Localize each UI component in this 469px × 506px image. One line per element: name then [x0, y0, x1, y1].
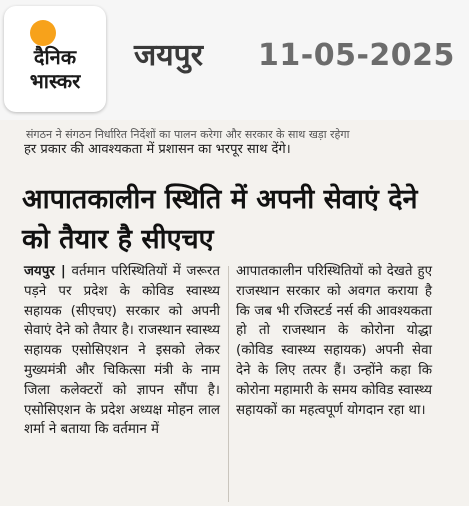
column-divider — [228, 266, 229, 502]
article-column-2: आपातकालीन परिस्थितियों को देखते हुए राजस्थान सरकार को अवगत कराया है कि जब भी रजिस्टर्ड नर्स की आवश्यकता हो तो राजस्थान के कोरोना योद्धा (कोविड स्वास्थ्य सहायक) अपनी सेवा देने के लिए तत्पर हैं। उन्होंने कहा कि कोरोना महामारी के समय कोविड स्वास्थ्य सहायकों का महत्वपूर्ण योगदान रहा था। — [236, 264, 432, 418]
header-bar — [0, 0, 469, 120]
news-clipping — [0, 120, 469, 506]
previous-article-line: हर प्रकार की आवश्यकता में प्रशासन का भरपूर साथ देंगे। — [24, 142, 291, 157]
article-dateline: जयपुर | — [24, 264, 66, 279]
logo-line-2: भास्कर — [29, 69, 81, 93]
article-column-1-text: वर्तमान परिस्थितियों में जरूरत पड़ने पर प्रदेश के कोविड स्वास्थ्य सहायक (सीएचए) सरकार को अपनी सेवाएं देने को तैयार है। राजस्थान स्वास्थ्य सहायक एसोसिएशन ने इसको लेकर मुख्यमंत्री और चिकित्सा मंत्री के नाम जिला कलेक्टरों को ज्ञापन सौंपा है। एसोसिएशन के प्रदेश अध्यक्ष मोहन लाल शर्मा ने बताया कि वर्तमान में — [24, 264, 220, 438]
logo-line-1: दैनिक — [33, 45, 77, 69]
dainik-bhaskar-logo — [4, 6, 106, 112]
sun-icon — [30, 20, 56, 46]
article-column-1 — [24, 262, 220, 440]
article-headline: आपातकालीन स्थिति में अपनी सेवाएं देने को तैयार है सीएचए — [22, 184, 418, 255]
previous-article-cut-line: संगठन ने संगठन निर्धारित निर्देशों का पालन करेगा और सरकार के साथ खड़ा रहेगा — [26, 128, 350, 141]
edition-city: जयपुर — [134, 38, 203, 73]
edition-date: 11-05-2025 — [258, 38, 455, 73]
